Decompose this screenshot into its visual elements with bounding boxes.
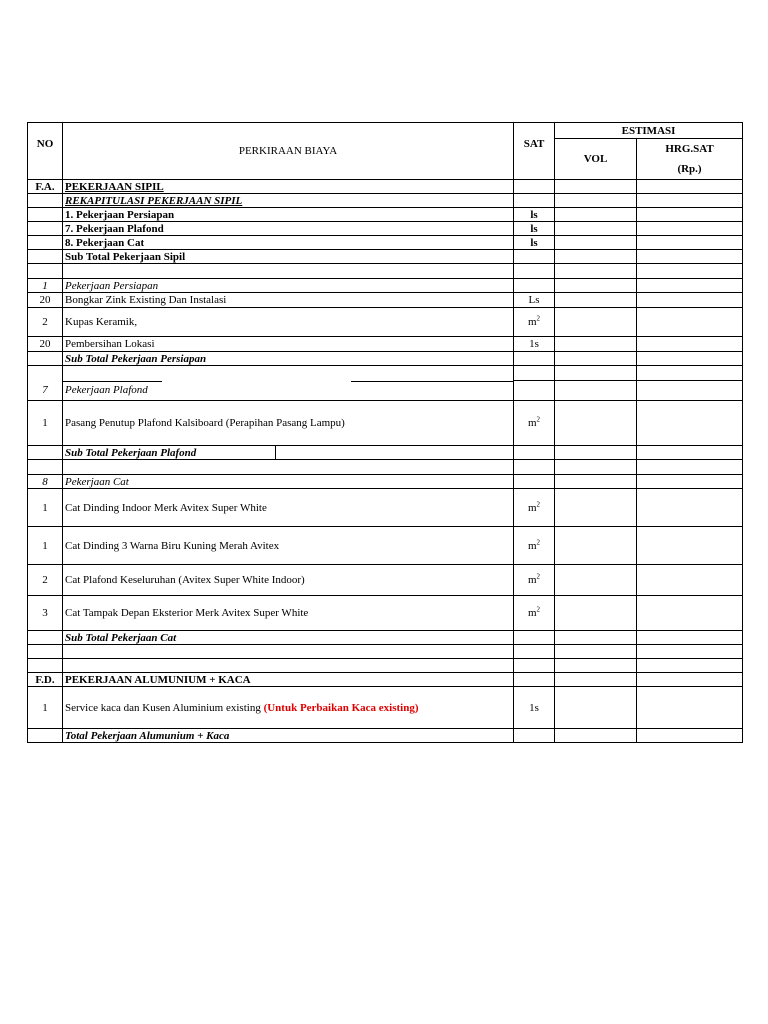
table-row — [28, 631, 743, 645]
item-sat: $m^2$ — [514, 308, 555, 337]
table-row — [28, 659, 743, 673]
item-sat: 1s — [514, 337, 555, 352]
table-row — [28, 194, 743, 208]
table-row — [28, 264, 743, 279]
header-perkiraan-biaya: PERKIRAAN BIAYA — [63, 123, 514, 180]
item-sat: $m^2$ — [514, 401, 555, 446]
table-row — [28, 279, 743, 293]
item-no: 1 — [28, 489, 63, 527]
item-description: Cat Dinding 3 Warna Biru Kuning Merah Avitex — [63, 527, 514, 565]
item-sat: $m^2$ — [514, 489, 555, 527]
item-no: 1 — [28, 401, 63, 446]
table-row — [28, 180, 743, 194]
table-row — [28, 475, 743, 489]
item-description: Pasang Penutup Plafond Kalsiboard (Perapihan Pasang Lampu) — [63, 401, 514, 446]
item-sat: $m^2$ — [514, 527, 555, 565]
subtotal-label: Sub Total Pekerjaan Cat — [63, 631, 514, 645]
section-no: F.D. — [28, 673, 63, 687]
header-sat: SAT — [514, 123, 555, 180]
item-description: Cat Tampak Depan Eksterior Merk Avitex Super White — [63, 596, 514, 631]
item-no: 3 — [28, 596, 63, 631]
item-description: Kupas Keramik, — [63, 308, 514, 337]
item-no: 20 — [28, 293, 63, 308]
table-row — [28, 401, 743, 446]
rekap-title: REKAPITULASI PEKERJAAN SIPIL — [63, 194, 514, 208]
item-description: Bongkar Zink Existing Dan Instalasi — [63, 293, 514, 308]
table-row — [28, 222, 743, 236]
section-no: 1 — [28, 279, 63, 293]
table-row — [28, 446, 743, 460]
table-row — [28, 596, 743, 631]
table-row — [28, 565, 743, 596]
table-row — [28, 381, 743, 401]
table-row — [28, 337, 743, 352]
item-note: (Untuk Perbaikan Kaca existing) — [263, 701, 419, 714]
header-row-1 — [28, 123, 743, 139]
header-estimasi: ESTIMASI — [555, 123, 743, 139]
cost-estimate-sheet — [27, 122, 742, 743]
cost-estimate-table — [27, 122, 743, 743]
item-sat: ls — [514, 236, 555, 250]
table-row — [28, 645, 743, 659]
rekap-item: 1. Pekerjaan Persiapan — [63, 208, 514, 222]
table-row — [28, 729, 743, 743]
table-row — [28, 489, 743, 527]
item-description: Cat Dinding Indoor Merk Avitex Super White — [63, 489, 514, 527]
item-no: 1 — [28, 527, 63, 565]
item-no: 2 — [28, 565, 63, 596]
header-hrg-sat — [637, 139, 743, 180]
table-row — [28, 366, 743, 381]
rekap-item: 8. Pekerjaan Cat — [63, 236, 514, 250]
header-vol: VOL — [555, 139, 637, 180]
table-row — [28, 236, 743, 250]
table-row — [28, 352, 743, 366]
item-sat: $m^2$ — [514, 565, 555, 596]
item-sat: ls — [514, 208, 555, 222]
stray-border-line — [62, 381, 162, 382]
section-title: Pekerjaan Persiapan — [63, 279, 514, 293]
item-sat: $m^2$ — [514, 596, 555, 631]
table-row — [28, 460, 743, 475]
table-row — [28, 250, 743, 264]
table-row — [28, 208, 743, 222]
subtotal-label: Sub Total Pekerjaan Sipil — [63, 250, 514, 264]
header-no: NO — [28, 123, 63, 180]
item-no: 2 — [28, 308, 63, 337]
subtotal-label: Sub Total Pekerjaan Plafond — [63, 446, 514, 460]
section-title: PEKERJAAN SIPIL — [63, 180, 514, 194]
section-title: PEKERJAAN ALUMUNIUM + KACA — [63, 673, 514, 687]
subtotal-label: Sub Total Pekerjaan Persiapan — [63, 352, 514, 366]
item-description: Service kaca dan Kusen Aluminium existing (Untuk Perbaikan Kaca existing) — [63, 687, 514, 729]
section-no: 7 — [28, 381, 63, 401]
item-no: 20 — [28, 337, 63, 352]
table-row — [28, 527, 743, 565]
table-row — [28, 308, 743, 337]
item-description: Cat Plafond Keseluruhan (Avitex Super White Indoor) — [63, 565, 514, 596]
section-no: F.A. — [28, 180, 63, 194]
item-sat: Ls — [514, 293, 555, 308]
table-row — [28, 293, 743, 308]
section-title: Pekerjaan Cat — [63, 475, 514, 489]
header-rp-label: (Rp.) — [677, 163, 702, 175]
total-label: Total Pekerjaan Alumunium + Kaca — [63, 729, 514, 743]
rekap-item: 7. Pekerjaan Plafond — [63, 222, 514, 236]
item-sat: ls — [514, 222, 555, 236]
item-description: Pembersihan Lokasi — [63, 337, 514, 352]
table-row — [28, 673, 743, 687]
section-title: Pekerjaan Plafond — [63, 381, 514, 401]
item-sat: 1s — [514, 687, 555, 729]
stray-border-line — [351, 381, 513, 382]
item-no: 1 — [28, 687, 63, 729]
header-hrg-sat-label: HRG.SAT — [665, 143, 714, 155]
table-row — [28, 687, 743, 729]
section-no: 8 — [28, 475, 63, 489]
